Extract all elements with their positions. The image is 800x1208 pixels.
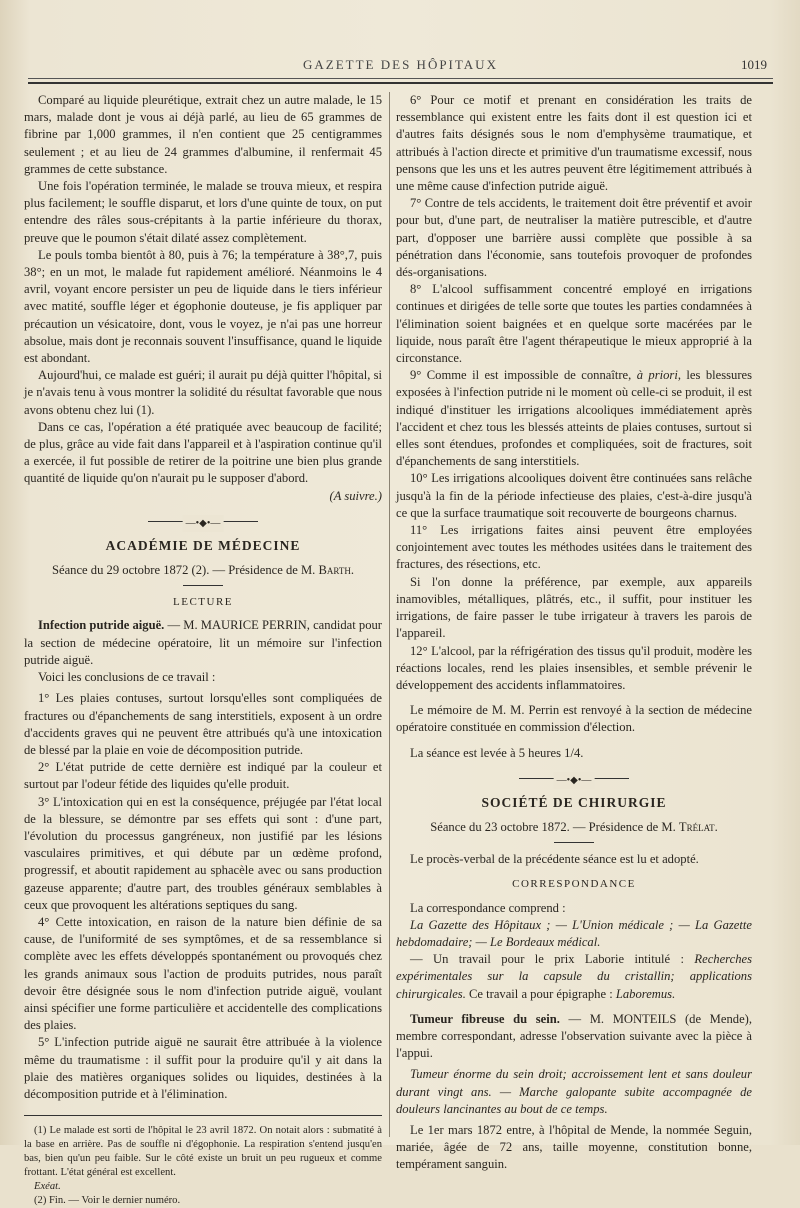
header-rule [28, 78, 773, 79]
ornament-separator: —•◆•— [148, 517, 258, 527]
section-heading-societe: SOCIÉTÉ DE CHIRURGIE [481, 794, 667, 810]
subheading-lecture: LECTURE [173, 596, 233, 609]
right-column [396, 92, 752, 1174]
seance-line: Séance du 23 octobre 1872. — Présidence de M. Trélat. [430, 819, 718, 834]
footnotes [24, 1124, 382, 1208]
conclusion-item: 9° Comme il est impossible de connaître, à priori, les blessures exposées à l'infection putride ni le moment où celle-ci se produit, il est indiqué d'instituer les irrigations alcooliques immédiatement après l'accident et chez tous les blessés atteints de plaies contuses, surtout si elles sont étendues, profondes et compliquées, soit de fractures, soit d'épanchements de sang interstitiels. [396, 368, 753, 469]
journal-title: GAZETTE DES HÔPITAUX [303, 57, 498, 72]
conclusion-item: 2° L'état putride de cette dernière est indiqué par la couleur et surtout par l'odeur fétide des liquides qu'elle produit. [24, 760, 382, 792]
conclusion-item: 1° Les plaies contuses, surtout lorsqu'elles sont compliquées de fractures ou d'épanchements de sang interstitiels, exposent à un ordre d'accidents graves qui ne peuvent être attribués qu'à une intoxication de blessé par la plaie en voie de décomposition putride. [24, 691, 382, 757]
paragraph: Aujourd'hui, ce malade est guéri; il aurait pu déjà quitter l'hôpital, si je n'avais tenu à vous montrer la solidité du résultat favorable que nous avons obtenu chez lui (1). [24, 368, 382, 417]
short-rule [183, 585, 223, 586]
conclusion-item: 4° Cette intoxication, en raison de la nature bien définie de sa cause, de l'uniformité de ses symptômes, et de sa ressemblance si complète avec les effets développés spontanément ou provoqués chez les grands animaux sous l'action de produits putrides, nous paraît devoir être désignée sous le nom d'infection putride aiguë, voulant ainsi spécifier une forme particulière et accidentelle des complications des plaies. [24, 914, 382, 1033]
paragraph: Le pouls tomba bientôt à 80, puis à 76; la température à 38°,7, puis 38°; en un mot, le malade fut rapidement amélioré. Néanmoins le 4 avril, voyant encore persister un peu de liquide dans le tiers inférieur avec matité, souffle léger et égophonie douteuse, je fis appliquer par précaution un vésicatoire, dont, vous le voyez, je n'ai pas une horreur absolue, mais dont je reconnais souvent l'insuffisance, quand le liquide est abondant. [24, 247, 382, 366]
conclusion-item: 8° L'alcool suffisamment concentré employé en irrigations continues et dirigées de telle sorte que toutes les parties condamnées à l'élimination soient baignées et en quelque sorte macérées par le liquide, nous paraît être l'agent thérapeutique le mieux approprié à la circonstance. [396, 282, 752, 366]
section-heading-academie: ACADÉMIE DE MÉDECINE [105, 537, 301, 553]
paragraph: Si l'on donne la préférence, par exemple, aux appareils inamovibles, métalliques, plâtrés, etc., il suffit, pour instituer les irrigations, de faire passer le tube irrigateur à travers les parois de l'appareil. [396, 574, 752, 641]
ornament-separator: —•◆•— [519, 774, 629, 784]
footnote: (2) Fin. — Voir le dernier numéro. [34, 1195, 181, 1207]
paragraph: Dans ce cas, l'opération a été pratiquée avec beaucoup de facilité; de plus, grâce au vide fait dans l'appareil et à l'aspiration continue qu'il a exercée, il fut possible de retirer de la poitrine une bien plus grande quantité de liquide qu'on n'aurait pu le supposer d'abord. [24, 419, 382, 486]
case-title: Tumeur énorme du sein droit; accroissement lent et sans douleur durant vingt ans. — Marche galopante subite accompagnée de douleurs lancinantes au bout de ce temps. [396, 1067, 752, 1116]
paragraph: Une fois l'opération terminée, le malade se trouva mieux, et respira plus facilement; le souffle disparut, et lors d'une quinte de toux, on put entendre des râles sous-crépitants à la partie inférieure du thorax, preuve que le poumon s'était dilaté assez complètement. [24, 179, 382, 245]
lecture-paragraph: Infection putride aiguë. — M. MAURICE PERRIN, candidat pour la section de médecine opératoire, lit un mémoire sur l'infection putride aiguë. [24, 618, 382, 667]
paragraph: Le procès-verbal de la précédente séance est lu et adopté. [410, 852, 699, 867]
paragraph: La séance est levée à 5 heures 1/4. [410, 745, 584, 760]
footnote: (1) Le malade est sorti de l'hôpital le 23 avril 1872. On notait alors : submatité à la base en arrière. Pas de souffle ni d'égophonie. La respiration s'entend jusqu'en bas, bien qu'un peu faible. Sur le côté existe un bruit un peu rugueux et comme frottant. L'état général est excellent. [24, 1125, 382, 1179]
footnote-rule [24, 1115, 382, 1116]
conclusion-item: 3° L'intoxication qui en est la conséquence, préjugée par l'état local de la blessure, se démontre par ses effets qui sont : d'une part, l'évolution du processus gangréneux, non justifié par les lésions vasculaires primitives, et qui débute par un œdème profond, progressif, et aboutit rapidement au sphacèle avec ou sans production gazeuse apparente; d'autre part, des troubles généraux semblables à ceux que provoquent les altérations septiques du sang. [24, 794, 382, 912]
conclusion-item: 10° Les irrigations alcooliques doivent être continuées sans relâche jusqu'à la fin de la période infectieuse des plaies, c'est-à-dire jusqu'à ce que la surface traumatique soit recouverte de bourgeons charnus. [396, 471, 752, 520]
column-divider [389, 92, 390, 1137]
conclusion-item: 7° Contre de tels accidents, le traitement doit être préventif et avoir pour but, d'une part, de neutraliser la matière putrescible, et d'autre part, d'opposer une barrière aussi complète que possible à sa pénétration dans l'économie, sans toutefois provoquer de profondes dés-organisations. [396, 196, 752, 280]
paragraph: Comparé au liquide pleurétique, extrait chez un autre malade, le 15 mars, malade dont je vous ai déjà parlé, au lieu de 65 grammes de fibrine par 1,000 grammes, il n'en contient que 25 centigrammes seulement ; et au lieu de 24 grammes d'albumine, il renfermait 45 grammes de cette substance. [24, 93, 382, 176]
paragraph: La Gazette des Hôpitaux ; — L'Union médicale ; — La Gazette hebdomadaire; — Le Bordeaux médical. [396, 917, 752, 949]
conclusion-item: 5° L'infection putride aiguë ne saurait être attribuée à la violence même du traumatisme : il suffit pour la produire qu'il y ait dans la plaie des matières organiques solides ou liquides, destinées à la décomposition putride et à l'élimination. [24, 1035, 382, 1101]
paragraph: Tumeur fibreuse du sein. — M. MONTEILS (de Mende), membre correspondant, adresse l'observation suivante avec la pièce à l'appui. [396, 1011, 752, 1061]
to-be-continued: (A suivre.) [329, 488, 382, 503]
conclusion-item: 11° Les irrigations faites ainsi peuvent être employées conjointement avec toutes les méthodes usitées dans le traitement des fractures, des résections, etc. [396, 523, 752, 572]
header-rule-thick [28, 82, 773, 84]
footnote-signoff: Exéat. [34, 1181, 61, 1193]
conclusion-item: 12° L'alcool, par la réfrigération des tissus qu'il produit, modère les réactions locales, rend les plaies insensibles, et semble prévenir le développement des accidents inflammatoires. [396, 643, 752, 692]
subheading-correspondance: CORRESPONDANCE [512, 878, 636, 891]
page-header [28, 55, 773, 77]
short-rule [554, 842, 594, 843]
paragraph: Le 1er mars 1872 entre, à l'hôpital de Mende, la nommée Seguin, mariée, âgée de 72 ans, taille moyenne, constitution bonne, tempérament sanguin. [396, 1122, 752, 1172]
left-column [24, 92, 382, 1208]
conclusion-item: 6° Pour ce motif et prenant en considération les traits de ressemblance qui existent entre les faits dont il est question ici et d'autres faits désignés sous le nom d'emphysème traumatique, et attribués à l'action directe et primitive d'un traumatisme excessif, nous pensons que les uns et les autres peuvent être légitimement attribués à une même cause d'infection putride aiguë. [396, 93, 752, 194]
paragraph: Voici les conclusions de ce travail : [38, 670, 216, 685]
seance-line: Séance du 29 octobre 1872 (2). — Présidence de M. Barth. [51, 563, 354, 578]
page-number: 1019 [741, 57, 767, 72]
paragraph: — Un travail pour le prix Laborie intitulé : Recherches expérimentales sur la capsule du cristallin; applications chirurgicales. Ce travail a pour épigraphe : Laboremus. [396, 952, 752, 1001]
paragraph: Le mémoire de M. M. Perrin est renvoyé à la section de médecine opératoire constituée en commission d'élection. [396, 703, 752, 735]
paragraph: La correspondance comprend : [410, 900, 566, 915]
